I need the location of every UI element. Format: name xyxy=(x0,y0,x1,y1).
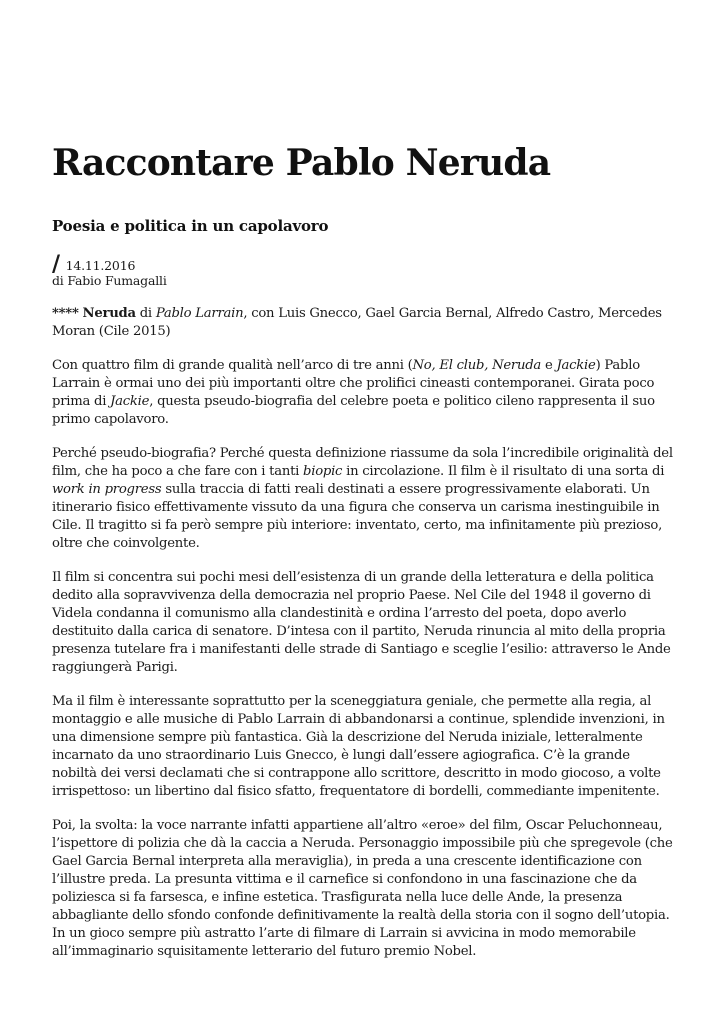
article-author: di Fabio Fumagalli xyxy=(52,273,167,288)
director-name: Pablo Larrain xyxy=(155,306,244,321)
paragraph-2: Perché pseudo-biografia? Perché questa definizione riassume da sola l’incredibile originalità del film, che ha poco a che fare con i tanti biopic in circolazione. Il film è il risultato di una sorta di work in progress sulla traccia di fatti reali destinati a essere progressivamente elaborati. Un itinerario fisico effettivamente vissuto da una figura che conserva un carisma inestinguibile in Cile. Il tragitto si fa però sempre più interiore: inventato, certo, ma infinitamente più prezioso, oltre che coinvolgente. xyxy=(52,445,673,552)
article-date: 14.11.2016 xyxy=(65,258,136,273)
paragraph-4: Ma il film è interessante soprattutto per la sceneggiatura geniale, che permette alla regia, al montaggio e alle musiche di Pablo Larrain di abbandonarsi a continue, splendide invenzioni, in una dimensione sempre più fantastica. Già la descrizione del Neruda iniziale, letteralmente incarnato da uno straordinario Luis Gnecco, è lungi dall’essere agiografica. C’è la grande nobiltà dei versi declamati che si contrappone allo scrittore, descritto in modo giocoso, a volte irrispettoso: un libertino dal fisico sfatto, frequentatore di bordelli, commediante impenitente. xyxy=(52,693,665,800)
cast-info: , con Luis Gnecco, Gael Garcia Bernal, Alfredo Castro, Mercedes Moran (Cile 2015) xyxy=(52,306,662,340)
film-credits: **** Neruda di Pablo Larrain, con Luis Gnecco, Gael Garcia Bernal, Alfredo Castro, Mercedes Moran (Cile 2015) xyxy=(52,306,662,340)
date-slash: / xyxy=(52,251,60,277)
paragraph-1: Con quattro film di grande qualità nell’arco di tre anni (No, El club, Neruda e Jackie) Pablo Larrain è ormai uno dei più importanti oltre che prolifici cineasti contemporanei. Girata poco prima di Jackie, questa pseudo-biografia del celebre poeta e politico cileno rappresenta il suo primo capolavoro. xyxy=(52,357,655,427)
paragraph-3: Il film si concentra sui pochi mesi dell’esistenza di un grande della letteratura e della politica dedito alla sopravvivenza della democrazia nel proprio Paese. Nel Cile del 1948 il governo di Videla condanna il comunismo alla clandestinità e ordina l’arresto del poeta, dopo averlo destituito dalla carica di senatore. D’intesa con il partito, Neruda rinuncia al mito della propria presenza tutelare fra i manifestanti delle strade di Santiago e sceglie l’esilio: attraverso le Ande raggiungerà Parigi. xyxy=(52,569,671,676)
rating-stars: **** xyxy=(52,306,79,321)
film-title: Neruda xyxy=(82,306,136,321)
article-body xyxy=(52,305,674,977)
article-subtitle: Poesia e politica in un capolavoro xyxy=(52,217,329,235)
article-title: Raccontare Pablo Neruda xyxy=(52,142,551,184)
paragraph-5: Poi, la svolta: la voce narrante infatti appartiene all’altro «eroe» del film, Oscar Peluchonneau, l’ispettore di polizia che dà la caccia a Neruda. Personaggio impossibile più che spregevole (che Gael Garcia Bernal interpreta alla meraviglia), in preda a una crescente identificazione con l’illustre preda. La presunta vittima e il carnefice si confondono in una fascinazione che da poliziesca si fa farsesca, e infine estetica. Trasfigurata nella luce delle Ande, la presenza abbagliante dello sfondo confonde definitivamente la realtà della storia con il sogno dell’utopia. In un gioco sempre più astratto l’arte di filmare di Larrain si avvicina in modo memorabile all’immaginario squisitamente letterario del futuro premio Nobel. xyxy=(52,817,673,960)
article-meta xyxy=(52,251,167,288)
